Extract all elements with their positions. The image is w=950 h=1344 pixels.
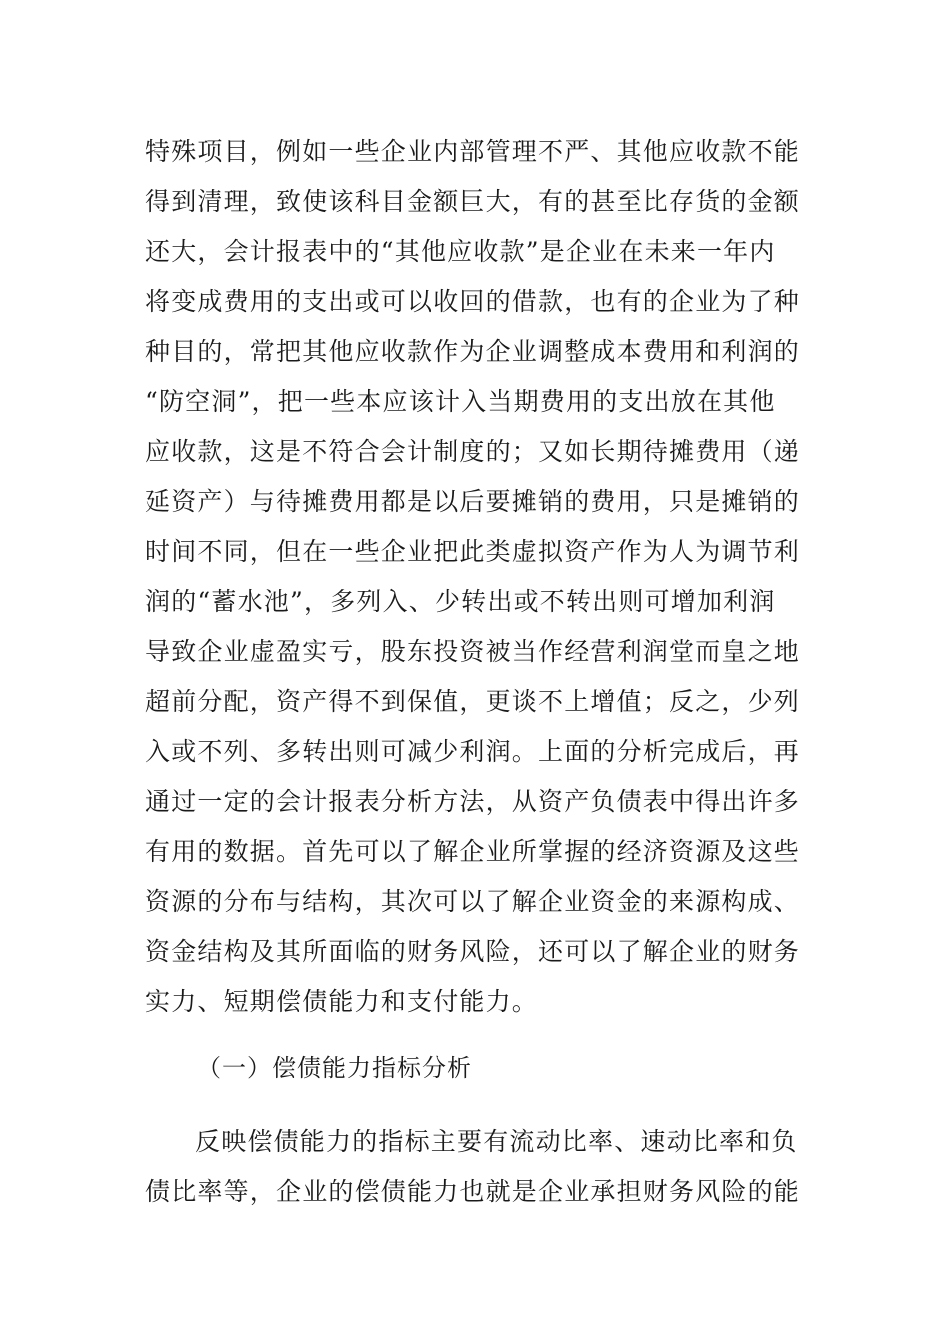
body-paragraph xyxy=(145,127,810,1027)
text-line: 将变成费用的支出或可以收回的借款，也有的企业为了种 xyxy=(145,287,801,316)
text-line: 应收款，这是不符合会计制度的；又如长期待摊费用（递 xyxy=(145,437,801,466)
text-line: 还大，会计报表中的“其他应收款”是企业在未来一年内 xyxy=(145,237,776,266)
text-line: 导致企业虚盈实亏，股东投资被当作经营利润堂而皇之地 xyxy=(145,637,801,666)
text-line: 入或不列、多转出则可减少利润。上面的分析完成后，再 xyxy=(145,737,801,766)
text-line: 有用的数据。首先可以了解企业所掌握的经济资源及这些 xyxy=(145,837,801,866)
text-line: 资源的分布与结构，其次可以了解企业资金的来源构成、 xyxy=(145,887,801,916)
text-line: “防空洞”，把一些本应该计入当期费用的支出放在其他 xyxy=(145,387,776,416)
section-heading: （一）偿债能力指标分析 xyxy=(197,1054,472,1082)
text-line: 超前分配，资产得不到保值，更谈不上增值；反之，少列 xyxy=(145,687,801,716)
text-line: 润的“蓄水池”，多列入、少转出或不转出则可增加利润 xyxy=(145,587,776,616)
text-line: 债比率等，企业的偿债能力也就是企业承担财务风险的能 xyxy=(145,1177,801,1206)
text-line: 反映偿债能力的指标主要有流动比率、速动比率和负 xyxy=(195,1127,798,1156)
body-paragraph xyxy=(145,1117,810,1217)
text-line: 时间不同，但在一些企业把此类虚拟资产作为人为调节利 xyxy=(145,537,801,566)
text-line: 得到清理，致使该科目金额巨大，有的甚至比存货的金额 xyxy=(145,187,801,216)
text-line: 种目的，常把其他应收款作为企业调整成本费用和利润的 xyxy=(145,337,801,366)
text-line: 延资产）与待摊费用都是以后要摊销的费用，只是摊销的 xyxy=(145,487,801,516)
text-line: 通过一定的会计报表分析方法，从资产负债表中得出许多 xyxy=(145,787,801,816)
text-line: 特殊项目，例如一些企业内部管理不严、其他应收款不能 xyxy=(145,137,801,166)
text-line: 实力、短期偿债能力和支付能力。 xyxy=(145,987,539,1016)
text-line: 资金结构及其所面临的财务风险，还可以了解企业的财务 xyxy=(145,937,801,966)
